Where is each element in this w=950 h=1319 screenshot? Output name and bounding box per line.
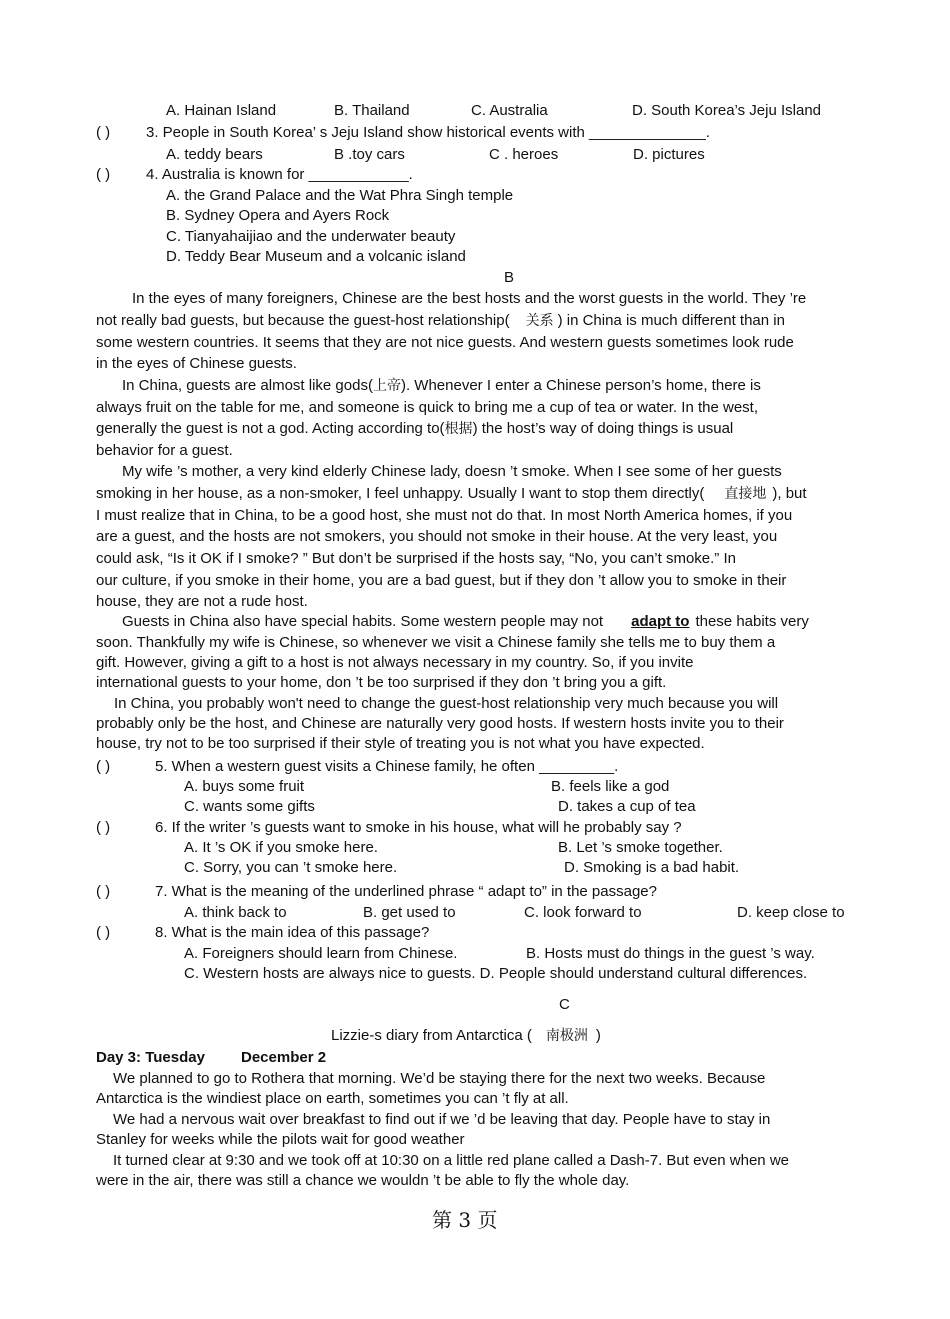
q4-option-c: C. Tianyahaijiao and the underwater beauty bbox=[166, 228, 456, 245]
q5-answer-blank: ( ) bbox=[96, 758, 111, 775]
passage-b-p3-line2-text: smoking in her house, as a non-smoker, I feel unhappy. Usually I want to stop them directly( bbox=[96, 485, 705, 502]
diary-title bbox=[331, 1026, 601, 1046]
passage-b-p3-line4: are a guest, and the hosts are not smokers, you should not smoke in their house. At the very least, you bbox=[96, 528, 778, 545]
q6-question: 6. If the writer ’s guests want to smoke in his house, what will he probably say ? bbox=[155, 819, 682, 836]
passage-b-p3-cn-gloss: 直接地 bbox=[724, 486, 767, 502]
q6-option-a: A. It ’s OK if you smoke here. bbox=[184, 839, 378, 856]
passage-b-p2-line3 bbox=[96, 419, 733, 439]
passage-b-p3-line5: could ask, “Is it OK if I smoke? ” But don’t be surprised if the hosts say, “No, you can’t smoke.” In bbox=[96, 550, 736, 567]
q3-answer-blank: ( ) bbox=[96, 124, 111, 141]
q7-option-d: D. keep close to bbox=[737, 904, 845, 921]
diary-title-cn: 南极洲 bbox=[545, 1028, 588, 1044]
passage-b-p3-line1: My wife ’s mother, a very kind elderly Chinese lady, doesn ’t smoke. When I see some of her guests bbox=[122, 463, 782, 480]
passage-b-p2-line1 bbox=[122, 376, 855, 396]
q5-option-a: A. buys some fruit bbox=[184, 778, 305, 795]
diary-line-5: It turned clear at 9:30 and we took off at 10:30 on a little red plane called a Dash-7. But even when we bbox=[113, 1152, 789, 1169]
q8-question: 8. What is the main idea of this passage? bbox=[155, 924, 430, 941]
q3-option-b: B .toy cars bbox=[334, 146, 405, 163]
q5-question: 5. When a western guest visits a Chinese family, he often _________. bbox=[155, 758, 619, 775]
q3-option-c: C . heroes bbox=[489, 146, 559, 163]
passage-b-p2-line1-text: In China, guests are almost like gods( bbox=[122, 377, 373, 394]
passage-b-p3-line2 bbox=[96, 484, 807, 504]
q8-option-a: A. Foreigners should learn from Chinese. bbox=[184, 945, 458, 962]
q4-option-d: D. Teddy Bear Museum and a volcanic island bbox=[166, 248, 466, 265]
q2-option-d: D. South Korea’s Jeju Island bbox=[632, 102, 822, 119]
passage-b-p3-line6: our culture, if you smoke in their home, you are a bad guest, but if they don ’t allow you to smoke in their bbox=[96, 572, 787, 589]
q3-option-a: A. teddy bears bbox=[166, 146, 263, 163]
passage-b-p5-line1: In China, you probably won't need to change the guest-host relationship very much because you will bbox=[114, 695, 779, 712]
passage-b-p2-cn-gloss: 上帝 bbox=[372, 378, 401, 394]
q7-answer-blank: ( ) bbox=[96, 883, 111, 900]
diary-line-6: were in the air, there was still a chance we wouldn ’t be able to fly the whole day. bbox=[96, 1172, 630, 1189]
underlined-phrase-adapt-to: adapt to bbox=[631, 613, 690, 630]
diary-day: Day 3: Tuesday bbox=[96, 1049, 205, 1066]
q6-answer-blank: ( ) bbox=[96, 819, 111, 836]
q4-answer-blank: ( ) bbox=[96, 166, 111, 183]
q5-option-c: C. wants some gifts bbox=[184, 798, 315, 815]
passage-b-p2-line1-end: ). Whenever I enter a Chinese person’s home, there is bbox=[400, 377, 761, 394]
q8-answer-blank: ( ) bbox=[96, 924, 111, 941]
diary-title-end: ) bbox=[595, 1027, 601, 1044]
section-b-heading: B bbox=[504, 269, 515, 286]
diary-line-4: Stanley for weeks while the pilots wait for good weather bbox=[96, 1131, 465, 1148]
passage-b-p3-line2-end: ), but bbox=[772, 485, 807, 502]
passage-b-p2-line2: always fruit on the table for me, and someone is quick to bring me a cup of tea or water. In the west, bbox=[96, 399, 759, 416]
q5-option-b: B. feels like a god bbox=[551, 778, 670, 795]
passage-b-p1-cn-gloss: 关系 bbox=[525, 313, 554, 329]
passage-b-p4-line4: international guests to your home, don ’t be too surprised if they don ’t bring you a gift. bbox=[96, 674, 667, 691]
diary-line-1: We planned to go to Rothera that morning. We’d be staying there for the next two weeks. Because bbox=[113, 1070, 766, 1087]
passage-b-p4-line1 bbox=[122, 612, 809, 632]
q7-option-b: B. get used to bbox=[363, 904, 456, 921]
q8-option-b: B. Hosts must do things in the guest ’s way. bbox=[526, 945, 815, 962]
passage-b-p2-line3-text: generally the guest is not a god. Acting according to( bbox=[96, 420, 445, 437]
passage-b-p1-line3: some western countries. It seems that they are not nice guests. And western guests sometimes look rude bbox=[96, 334, 794, 351]
q6-option-c: C. Sorry, you can ’t smoke here. bbox=[184, 859, 398, 876]
q7-option-a: A. think back to bbox=[184, 904, 287, 921]
passage-b-p4-line3: gift. However, giving a gift to a host is not always necessary in my country. So, if you invite bbox=[96, 654, 694, 671]
q7-question: 7. What is the meaning of the underlined phrase “ adapt to” in the passage? bbox=[155, 883, 657, 900]
q2-option-b: B. Thailand bbox=[334, 102, 410, 119]
passage-b-p1-line2-end: ) in China is much different than in bbox=[557, 312, 785, 329]
q7-option-c: C. look forward to bbox=[524, 904, 642, 921]
q4-option-a: A. the Grand Palace and the Wat Phra Singh temple bbox=[166, 187, 514, 204]
passage-b-p1-line2-text: not really bad guests, but because the guest-host relationship( bbox=[96, 312, 510, 329]
diary-title-text: Lizzie-s diary from Antarctica ( bbox=[331, 1027, 532, 1044]
passage-b-p2-line4: behavior for a guest. bbox=[96, 442, 233, 459]
diary-line-3: We had a nervous wait over breakfast to find out if we ’d be leaving that day. People have to stay in bbox=[113, 1111, 771, 1128]
passage-b-p1-line4: in the eyes of Chinese guests. bbox=[96, 355, 297, 372]
passage-b-p1-line2 bbox=[96, 311, 785, 331]
passage-b-p2-cn-gloss-2: 根据 bbox=[444, 421, 473, 437]
q8-option-cd: C. Western hosts are always nice to guests. D. People should understand cultural differences. bbox=[184, 965, 808, 982]
passage-b-p4-line2: soon. Thankfully my wife is Chinese, so whenever we visit a Chinese family she tells me to buy them a bbox=[96, 634, 776, 651]
q4-option-b: B. Sydney Opera and Ayers Rock bbox=[166, 207, 390, 224]
q6-option-b: B. Let ’s smoke together. bbox=[558, 839, 723, 856]
q2-option-c: C. Australia bbox=[471, 102, 548, 119]
section-c-heading: C bbox=[559, 996, 570, 1013]
passage-b-p1-line1: In the eyes of many foreigners, Chinese are the best hosts and the worst guests in the world. They ’re bbox=[132, 290, 807, 307]
q4-question: 4. Australia is known for ____________. bbox=[146, 166, 413, 183]
q3-question: 3. People in South Korea’ s Jeju Island show historical events with ______________. bbox=[146, 124, 710, 141]
diary-line-2: Antarctica is the windiest place on earth, sometimes you can ’t fly at all. bbox=[96, 1090, 569, 1107]
q5-option-d: D. takes a cup of tea bbox=[558, 798, 696, 815]
page-number: 第 3 页 bbox=[432, 1208, 498, 1232]
q6-option-d: D. Smoking is a bad habit. bbox=[564, 859, 740, 876]
q2-option-a: A. Hainan Island bbox=[166, 102, 277, 119]
passage-b-p5-line3: house, try not to be too surprised if their style of treating you is not what you have expected. bbox=[96, 735, 705, 752]
q3-option-d: D. pictures bbox=[633, 146, 705, 163]
passage-b-p2-line3-end: ) the host’s way of doing things is usual bbox=[472, 420, 734, 437]
passage-b-p5-line2: probably only be the host, and Chinese are naturally very good hosts. If western hosts invite you to their bbox=[96, 715, 784, 732]
passage-b-p4-line1-end: these habits very bbox=[695, 613, 809, 630]
passage-b-p3-line3: I must realize that in China, to be a good host, she must not do that. In most North America homes, if you bbox=[96, 507, 793, 524]
diary-date: December 2 bbox=[241, 1049, 327, 1066]
passage-b-p3-line7: house, they are not a rude host. bbox=[96, 593, 308, 610]
passage-b-p4-line1-text: Guests in China also have special habits. Some western people may not bbox=[122, 613, 604, 630]
